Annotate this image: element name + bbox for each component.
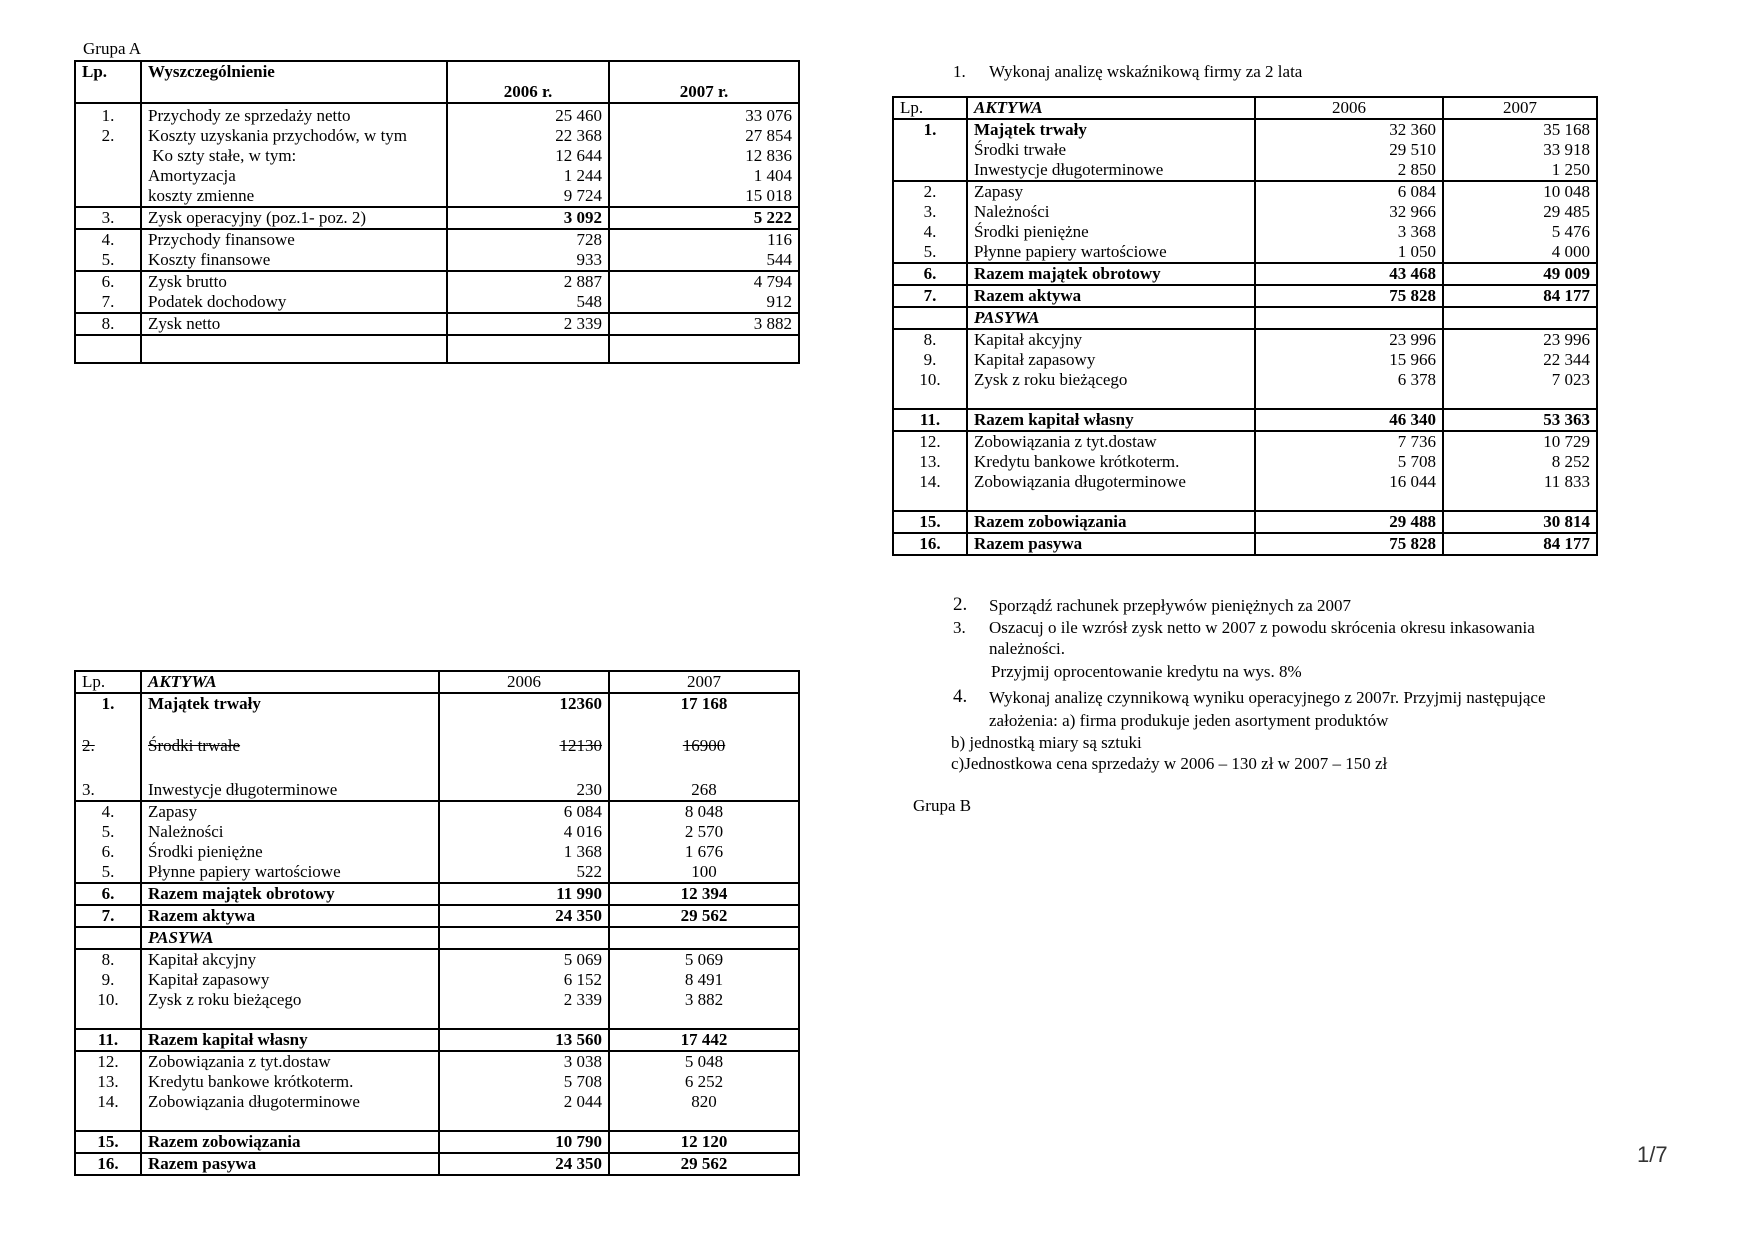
row-value-2007: 84 177	[1443, 285, 1597, 307]
table-row	[75, 250, 799, 271]
row-value-2006: 24 350	[439, 1153, 609, 1175]
row-value-2006: 3 092	[447, 207, 609, 229]
task-4-text-line1: Wykonaj analizę czynnikową wyniku operacyjnego z 2007r. Przyjmij następujące	[989, 688, 1546, 707]
table-row	[75, 271, 799, 292]
col-header-2007: 2007 r.	[609, 61, 799, 103]
table-row	[75, 990, 799, 1029]
row-desc: Zysk z roku bieżącego	[141, 990, 439, 1029]
row-value-2007: 5 048	[609, 1051, 799, 1072]
row-value-2007: 3 882	[609, 313, 799, 335]
task-1-number: 1.	[953, 62, 966, 81]
page-number: 1/7	[1637, 1142, 1668, 1167]
row-desc: Środki pieniężne	[967, 222, 1255, 242]
row-lp: 11.	[75, 1029, 141, 1051]
row-value-2006: 2 044	[439, 1092, 609, 1131]
table-row	[75, 229, 799, 250]
row-value-2006: 13 560	[439, 1029, 609, 1051]
row-value-2006: 6 152	[439, 970, 609, 990]
table-row	[893, 533, 1597, 555]
row-desc: Kapitał akcyjny	[141, 949, 439, 970]
row-desc: Kapitał zapasowy	[967, 350, 1255, 370]
table-row	[75, 970, 799, 990]
row-lp: 4.	[75, 801, 141, 822]
row-lp: 16.	[75, 1153, 141, 1175]
row-value-2006: 7 736	[1255, 431, 1443, 452]
balance-table-a	[74, 670, 800, 1176]
row-desc: Razem aktywa	[967, 285, 1255, 307]
row-value-2006: 2 339	[447, 313, 609, 335]
row-lp: 4.	[923, 222, 937, 241]
row-value-2007: 100	[609, 862, 799, 883]
row-value-2007: 3 882	[609, 990, 799, 1029]
row-value-2007: 17 442	[609, 1029, 799, 1051]
col-header-2007: 2007	[1443, 97, 1597, 119]
table-row	[893, 202, 1597, 222]
table-row	[893, 222, 1597, 242]
row-lp: 2.	[893, 181, 967, 202]
row-desc: Amortyzacja	[141, 166, 447, 186]
row-lp: 15.	[75, 1131, 141, 1153]
row-value-2006: 16 044	[1255, 472, 1443, 511]
row-value-2006: 2 339	[439, 990, 609, 1029]
row-value-2007: 544	[609, 250, 799, 271]
row-lp: 3.	[923, 202, 937, 221]
row-desc: Zobowiązania z tyt.dostaw	[967, 431, 1255, 452]
row-value-2006: 25 460	[447, 103, 609, 126]
row-lp: 13.	[97, 1072, 119, 1091]
row-value-2006: 3 368	[1255, 222, 1443, 242]
row-lp: 5.	[101, 862, 115, 881]
section-pasywa: PASYWA	[967, 307, 1255, 329]
row-value-2007: 4 000	[1443, 242, 1597, 263]
row-desc: Koszty uzyskania przychodów, w tym	[141, 126, 447, 146]
row-value-2007: 84 177	[1443, 533, 1597, 555]
row-desc: Płynne papiery wartościowe	[967, 242, 1255, 263]
row-lp: 1.	[75, 103, 141, 126]
row-value-2006: 1 244	[447, 166, 609, 186]
row-desc: Razem aktywa	[141, 905, 439, 927]
row-lp: 9.	[923, 350, 937, 369]
col-header-2006: 2006	[1255, 97, 1443, 119]
row-desc: Płynne papiery wartościowe	[141, 862, 439, 883]
row-desc: Przychody ze sprzedaży netto	[141, 103, 447, 126]
row-value-2007: 35 168	[1443, 119, 1597, 140]
row-lp: 2.	[82, 736, 95, 755]
task-4-number: 4.	[953, 686, 968, 707]
task-2-number: 2.	[953, 594, 968, 615]
row-desc: Zobowiązania długoterminowe	[141, 1092, 439, 1131]
row-desc: Razem majątek obrotowy	[141, 883, 439, 905]
row-lp: 12.	[75, 1051, 141, 1072]
row-value-2006: 75 828	[1255, 533, 1443, 555]
table-row-section	[75, 927, 799, 949]
table-row	[75, 103, 799, 126]
row-value-2007: 27 854	[609, 126, 799, 146]
row-value-2006: 24 350	[439, 905, 609, 927]
row-value-2007: 2 570	[609, 822, 799, 842]
row-lp: 5.	[101, 822, 115, 841]
table-row	[893, 160, 1597, 181]
table-row	[75, 1072, 799, 1092]
row-desc: Zobowiązania długoterminowe	[967, 472, 1255, 511]
table-row	[75, 292, 799, 313]
row-lp: 3.	[75, 207, 141, 229]
row-value-2006: 5 708	[439, 1072, 609, 1092]
row-value-2007: 12 836	[609, 146, 799, 166]
task-2-text: Sporządź rachunek przepływów pieniężnych za 2007	[989, 596, 1352, 615]
table-row	[75, 780, 799, 801]
row-value-2006: 6 084	[1255, 181, 1443, 202]
table-row	[893, 242, 1597, 263]
row-desc: Majątek trwały	[967, 119, 1255, 140]
row-lp: 12.	[893, 431, 967, 452]
row-lp: 9.	[101, 970, 115, 989]
row-value-2007: 5 069	[609, 949, 799, 970]
row-value-2007: 5 476	[1443, 222, 1597, 242]
table-row	[75, 842, 799, 862]
table-row	[75, 693, 799, 736]
table-row	[893, 119, 1597, 140]
row-desc: Razem zobowiązania	[967, 511, 1255, 533]
task-3-number: 3.	[953, 618, 966, 637]
row-value-2007: 820	[609, 1092, 799, 1131]
row-value-2007: 29 562	[609, 905, 799, 927]
row-value-2007: 912	[609, 292, 799, 313]
table-row	[893, 329, 1597, 350]
row-value-2006: 12130	[439, 736, 609, 780]
row-value-2007: 1 404	[609, 166, 799, 186]
col-header-lp: Lp.	[900, 98, 924, 117]
table-row	[75, 1153, 799, 1175]
row-lp: 13.	[919, 452, 941, 471]
col-header-lp: Lp.	[82, 62, 108, 81]
row-desc: Kapitał akcyjny	[967, 329, 1255, 350]
table-row	[75, 736, 799, 780]
table-row	[893, 431, 1597, 452]
col-header-lp: Lp.	[82, 672, 106, 691]
col-header-aktywa: AKTYWA	[141, 671, 439, 693]
table-row	[75, 1131, 799, 1153]
balance-table-b	[892, 96, 1598, 556]
table-row	[893, 370, 1597, 409]
table-row	[75, 1092, 799, 1131]
row-lp: 3.	[82, 780, 95, 799]
table-row	[75, 862, 799, 883]
row-desc: Majątek trwały	[141, 693, 439, 736]
row-value-2006: 522	[439, 862, 609, 883]
row-value-2006: 11 990	[439, 883, 609, 905]
row-value-2007: 8 048	[609, 801, 799, 822]
row-lp: 1.	[893, 119, 967, 140]
row-value-2006: 548	[447, 292, 609, 313]
row-lp	[75, 927, 141, 949]
row-value-2007: 16900	[609, 736, 799, 780]
row-lp	[893, 307, 967, 329]
table-row	[75, 801, 799, 822]
row-desc: Inwestycje długoterminowe	[967, 160, 1255, 181]
row-value-2006: 2 850	[1255, 160, 1443, 181]
table-row	[893, 140, 1597, 160]
col-header-aktywa: AKTYWA	[967, 97, 1255, 119]
table-header-row	[75, 61, 799, 103]
task-1-text: Wykonaj analizę wskaźnikową firmy za 2 lata	[989, 62, 1303, 81]
row-value-2007: 30 814	[1443, 511, 1597, 533]
row-value-2007: 49 009	[1443, 263, 1597, 285]
table-row	[893, 511, 1597, 533]
row-value-2007: 33 918	[1443, 140, 1597, 160]
task-3-text-line3: Przyjmij oprocentowanie kredytu na wys. 8%	[991, 662, 1302, 681]
row-value-2007: 116	[609, 229, 799, 250]
row-value-2006	[439, 927, 609, 949]
row-value-2007: 29 562	[609, 1153, 799, 1175]
col-header-desc: Wyszczególnienie	[141, 61, 447, 103]
row-value-2007: 23 996	[1443, 329, 1597, 350]
row-desc: Należności	[141, 822, 439, 842]
row-lp: 6.	[101, 842, 115, 861]
row-value-2006: 5 069	[439, 949, 609, 970]
row-value-2006: 4 016	[439, 822, 609, 842]
table-row	[893, 285, 1597, 307]
table-header-row	[893, 97, 1597, 119]
table-row	[75, 949, 799, 970]
row-value-2007: 12 120	[609, 1131, 799, 1153]
row-value-2007: 10 048	[1443, 181, 1597, 202]
row-value-2006: 230	[439, 780, 609, 801]
row-value-2006: 22 368	[447, 126, 609, 146]
row-lp: 8.	[75, 313, 141, 335]
row-value-2007: 4 794	[609, 271, 799, 292]
table-row	[893, 263, 1597, 285]
row-desc: Kredytu bankowe krótkoterm.	[141, 1072, 439, 1092]
table-row	[893, 181, 1597, 202]
row-lp: 4.	[75, 229, 141, 250]
table-row-empty	[75, 335, 799, 363]
table-row	[75, 207, 799, 229]
table-row	[75, 166, 799, 186]
row-value-2006: 5 708	[1255, 452, 1443, 472]
table-row	[75, 126, 799, 146]
table-row	[75, 186, 799, 207]
row-lp: 15.	[893, 511, 967, 533]
table-row	[893, 452, 1597, 472]
row-value-2006: 29 488	[1255, 511, 1443, 533]
row-desc: Zysk operacyjny (poz.1- poz. 2)	[141, 207, 447, 229]
table-row	[75, 883, 799, 905]
row-value-2007: 10 729	[1443, 431, 1597, 452]
row-desc: Zysk z roku bieżącego	[967, 370, 1255, 409]
row-value-2006: 43 468	[1255, 263, 1443, 285]
row-value-2006: 46 340	[1255, 409, 1443, 431]
row-value-2006: 3 038	[439, 1051, 609, 1072]
row-lp: 6.	[75, 883, 141, 905]
row-value-2006: 32 966	[1255, 202, 1443, 222]
row-lp	[75, 146, 141, 166]
row-value-2006: 75 828	[1255, 285, 1443, 307]
row-desc: Zapasy	[141, 801, 439, 822]
row-lp: 1.	[75, 693, 141, 736]
row-value-2006: 15 966	[1255, 350, 1443, 370]
row-lp: 14.	[919, 472, 941, 491]
row-lp: 10.	[97, 990, 119, 1009]
row-lp: 8.	[893, 329, 967, 350]
row-value-2007: 11 833	[1443, 472, 1597, 511]
row-desc: Środki trwałe	[967, 140, 1255, 160]
table-row-section	[893, 307, 1597, 329]
row-value-2006: 728	[447, 229, 609, 250]
row-value-2007: 17 168	[609, 693, 799, 736]
row-desc: Razem pasywa	[141, 1153, 439, 1175]
row-lp	[75, 186, 141, 207]
row-lp: 7.	[75, 905, 141, 927]
row-lp: 10.	[919, 370, 941, 389]
table-row	[893, 472, 1597, 511]
row-value-2007: 1 250	[1443, 160, 1597, 181]
table-header-row	[75, 671, 799, 693]
row-desc: Ko szty stałe, w tym:	[141, 146, 447, 166]
table-row	[75, 1051, 799, 1072]
row-value-2006: 2 887	[447, 271, 609, 292]
row-lp: 5.	[101, 250, 115, 269]
task-3-text-line1: Oszacuj o ile wzrósł zysk netto w 2007 z powodu skrócenia okresu inkasowania	[989, 618, 1535, 637]
row-desc: Kredytu bankowe krótkoterm.	[967, 452, 1255, 472]
row-value-2006: 6 378	[1255, 370, 1443, 409]
row-value-2007: 268	[609, 780, 799, 801]
table-row	[75, 146, 799, 166]
task-4-item-b: b) jednostką miary są sztuki	[951, 733, 1142, 752]
row-value-2006: 6 084	[439, 801, 609, 822]
row-lp: 6.	[75, 271, 141, 292]
row-value-2007: 8 252	[1443, 452, 1597, 472]
table-row	[75, 313, 799, 335]
row-value-2007: 1 676	[609, 842, 799, 862]
row-value-2006: 1 368	[439, 842, 609, 862]
row-value-2007	[609, 927, 799, 949]
table-row	[893, 350, 1597, 370]
row-lp: 11.	[893, 409, 967, 431]
row-desc: Należności	[967, 202, 1255, 222]
task-4-text-line2: założenia: a) firma produkuje jeden asortyment produktów	[989, 711, 1389, 730]
row-value-2006: 10 790	[439, 1131, 609, 1153]
row-desc: Razem majątek obrotowy	[967, 263, 1255, 285]
row-desc: Razem zobowiązania	[141, 1131, 439, 1153]
row-value-2007: 33 076	[609, 103, 799, 126]
row-lp: 6.	[893, 263, 967, 285]
row-desc: Kapitał zapasowy	[141, 970, 439, 990]
row-desc: Zobowiązania z tyt.dostaw	[141, 1051, 439, 1072]
row-lp: 16.	[893, 533, 967, 555]
row-lp: 5.	[923, 242, 937, 261]
row-lp: 8.	[75, 949, 141, 970]
col-header-2006: 2006 r.	[447, 61, 609, 103]
table-row	[75, 1029, 799, 1051]
row-value-2006: 1 050	[1255, 242, 1443, 263]
row-lp: 7.	[893, 285, 967, 307]
row-desc: Razem pasywa	[967, 533, 1255, 555]
row-desc: Zapasy	[967, 181, 1255, 202]
row-desc: Środki trwałe	[141, 736, 439, 780]
row-value-2007: 29 485	[1443, 202, 1597, 222]
group-b-label: Grupa B	[913, 796, 972, 815]
row-value-2007	[1443, 307, 1597, 329]
row-value-2006: 933	[447, 250, 609, 271]
row-value-2006: 29 510	[1255, 140, 1443, 160]
row-value-2006: 12 644	[447, 146, 609, 166]
income-table	[74, 60, 800, 364]
col-header-2007: 2007	[609, 671, 799, 693]
row-value-2007: 22 344	[1443, 350, 1597, 370]
row-value-2007: 5 222	[609, 207, 799, 229]
row-value-2006: 23 996	[1255, 329, 1443, 350]
group-a-label: Grupa A	[83, 39, 142, 58]
row-desc: Środki pieniężne	[141, 842, 439, 862]
row-desc: koszty zmienne	[141, 186, 447, 207]
table-row	[893, 409, 1597, 431]
task-4-item-c: c)Jednostkowa cena sprzedaży w 2006 – 130 zł w 2007 – 150 zł	[951, 754, 1388, 773]
row-value-2006	[1255, 307, 1443, 329]
col-header-2006: 2006	[439, 671, 609, 693]
table-row	[75, 905, 799, 927]
row-value-2007: 8 491	[609, 970, 799, 990]
row-desc: Zysk netto	[141, 313, 447, 335]
task-3-text-line2: należności.	[989, 639, 1065, 658]
row-value-2007: 6 252	[609, 1072, 799, 1092]
row-lp: 2.	[101, 126, 115, 145]
row-desc: Zysk brutto	[141, 271, 447, 292]
row-desc: Przychody finansowe	[141, 229, 447, 250]
row-desc: Razem kapitał własny	[967, 409, 1255, 431]
row-value-2006: 9 724	[447, 186, 609, 207]
row-lp: 14.	[97, 1092, 119, 1111]
row-desc: Podatek dochodowy	[141, 292, 447, 313]
row-value-2006: 32 360	[1255, 119, 1443, 140]
row-lp	[893, 140, 967, 160]
row-desc: Razem kapitał własny	[141, 1029, 439, 1051]
row-value-2007: 53 363	[1443, 409, 1597, 431]
row-value-2006: 12360	[439, 693, 609, 736]
section-pasywa: PASYWA	[141, 927, 439, 949]
table-row	[75, 822, 799, 842]
row-lp	[893, 160, 967, 181]
row-value-2007: 7 023	[1443, 370, 1597, 409]
row-value-2007: 12 394	[609, 883, 799, 905]
row-lp	[75, 166, 141, 186]
row-desc: Inwestycje długoterminowe	[141, 780, 439, 801]
row-value-2007: 15 018	[609, 186, 799, 207]
row-lp: 7.	[101, 292, 115, 311]
row-desc: Koszty finansowe	[141, 250, 447, 271]
